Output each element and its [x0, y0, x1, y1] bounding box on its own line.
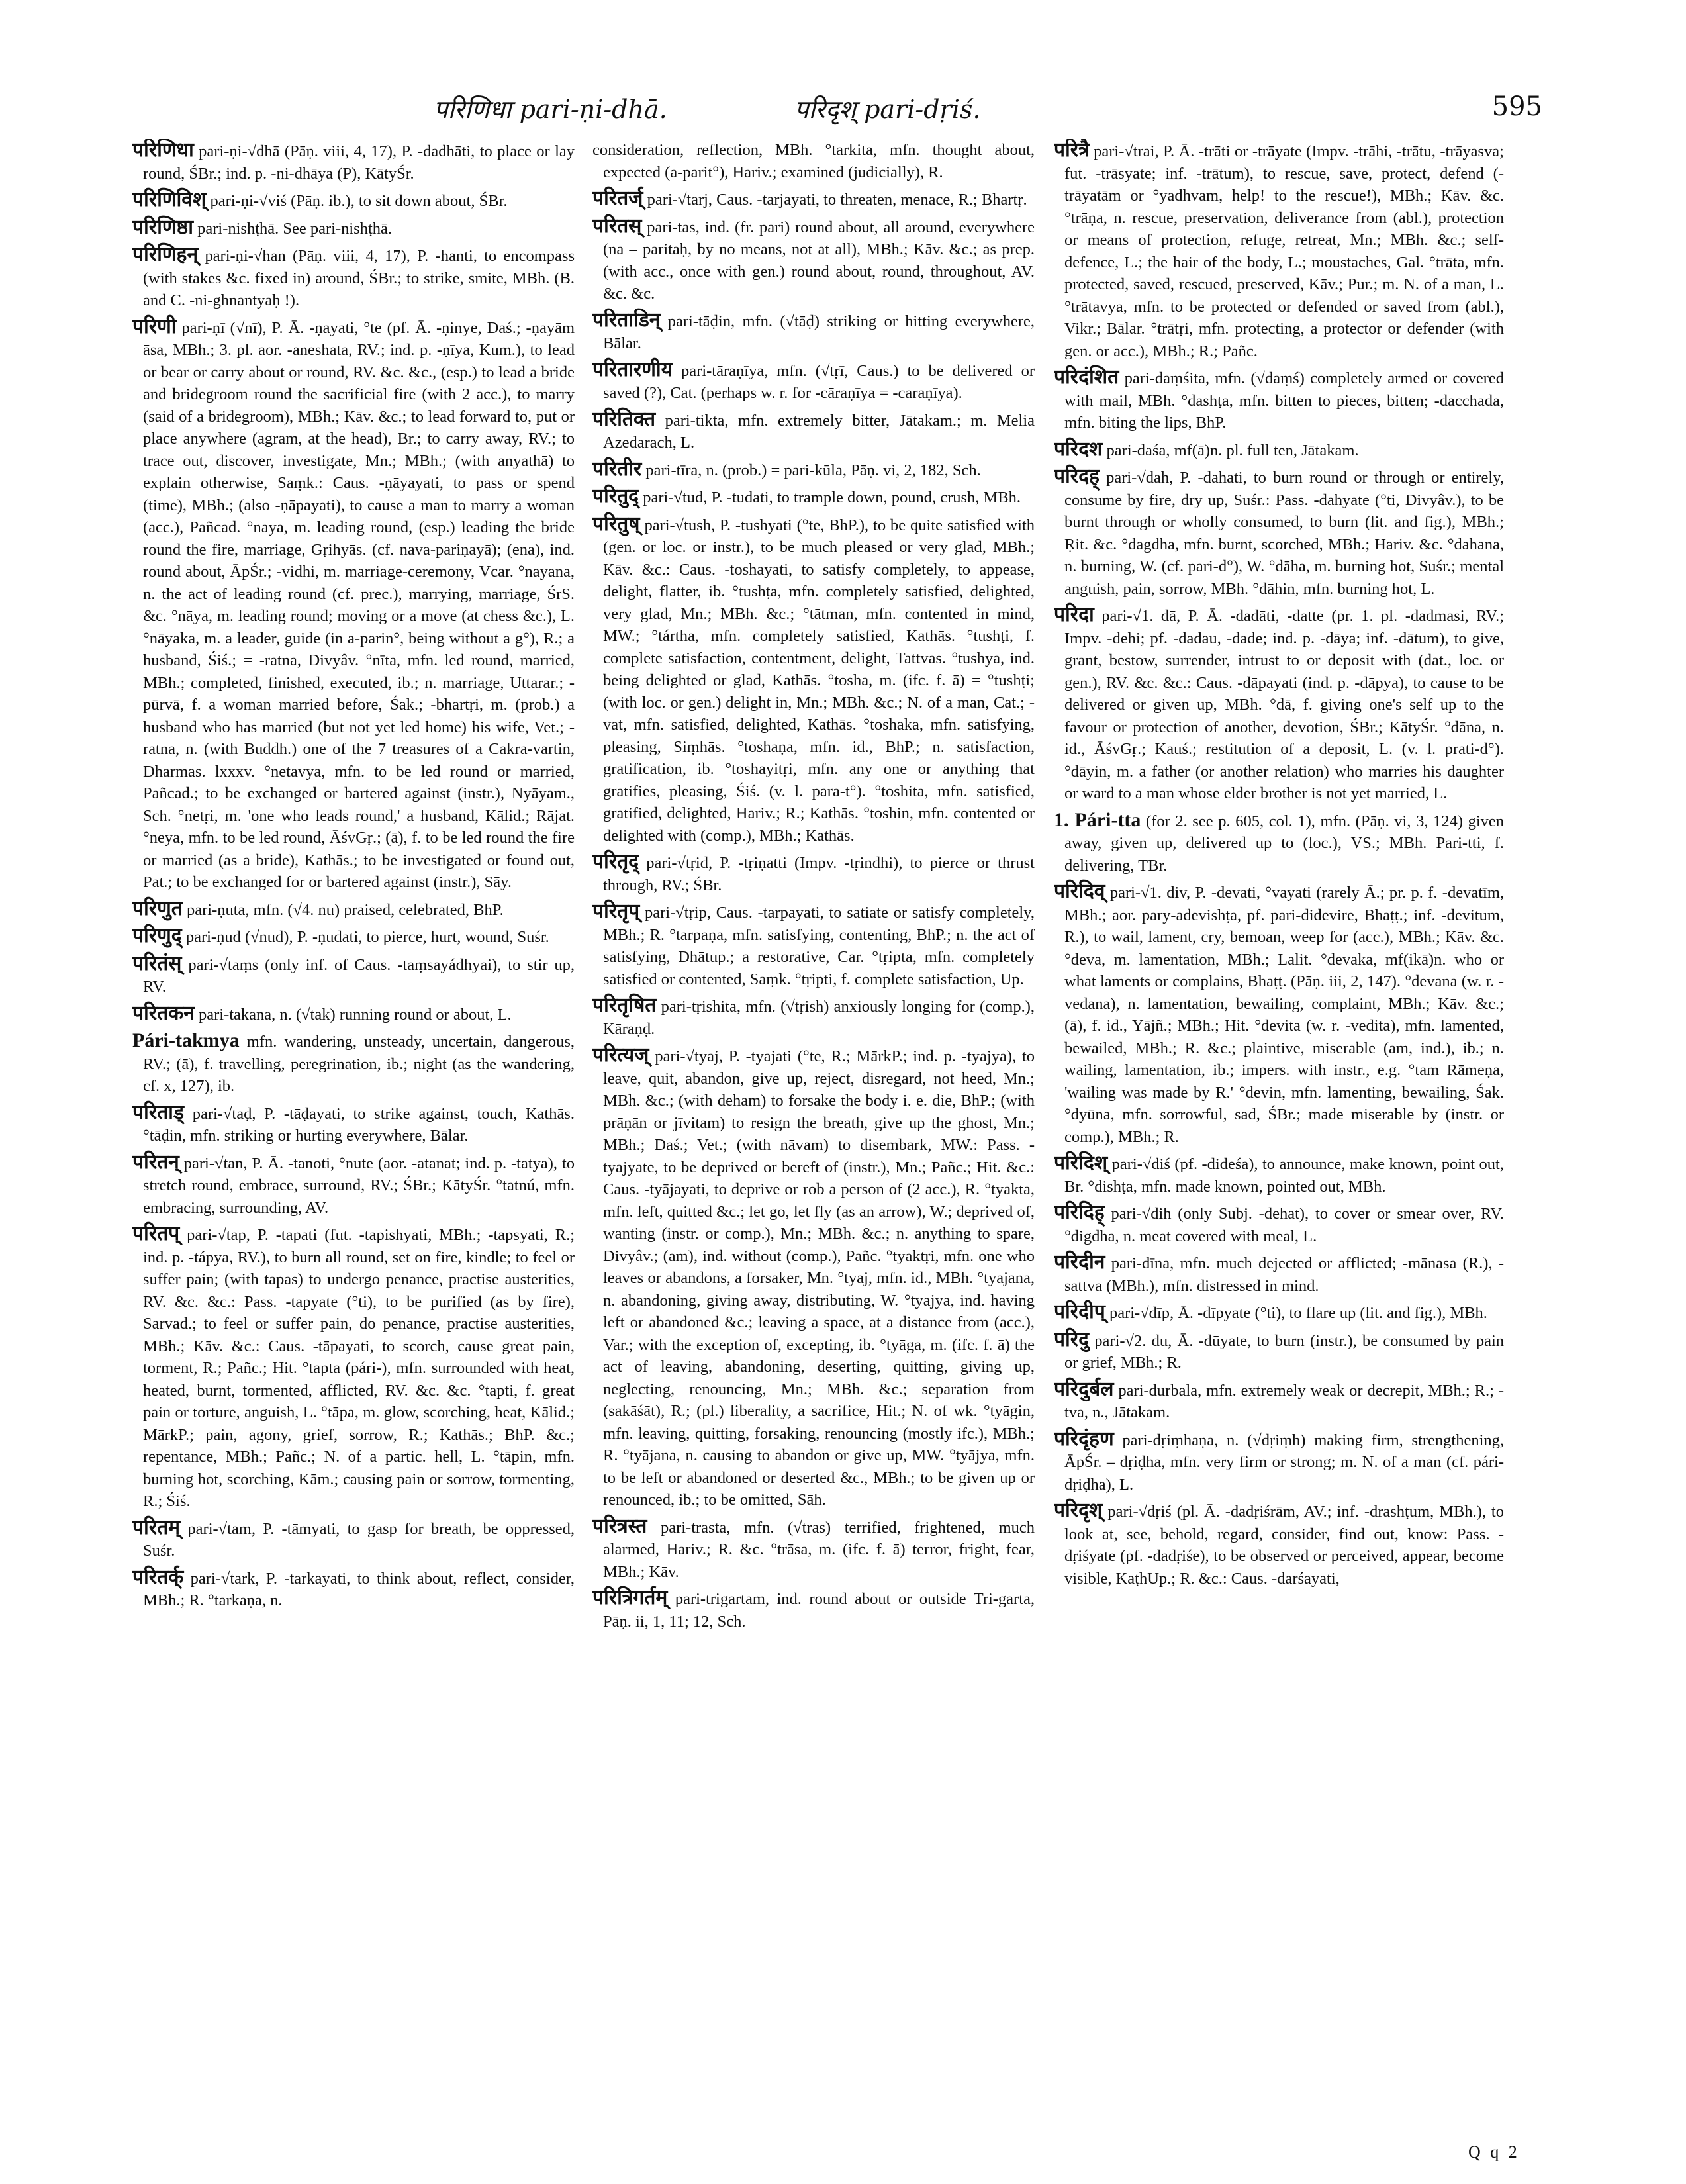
entry-definition: pari-√tush, P. -tushyati (°te, BhP.), to be quite satisfied with (gen. or loc. or instr.), to be much pleased or very glad, MBh.; Kāv. &c.: Caus. -toshayati, to satisfy completely, to appease, delight, flatter, ib. °tushṭa, mfn. completely satisfied, delighted, very glad, Mn.; MBh. &c.; °tātman, mfn. contented in mind, MW.; °tártha, mfn. completely satisfied, Kathās. °tushṭi, f. complete satisfaction, contentment, delight, Tattvas. °tushya, ind. being delighted or glad, Kathās. °tosha, m. (ifc. f. ā) = °tushṭi; (with loc. or gen.) delight in, Mn.; MBh. &c.; N. of a man, Cat.; -vat, mfn. satisfied, delighted, Kathās. °toshaka, mfn. satisfying, pleasing, Siṃhās. °toshaṇa, mfn. id., BhP.; n. satisfaction, gratification, ib. °toshayitṛi, mfn. any one or anything that gratifies, pleasing, Śiś. (v. l. para-t°). °toshita, mfn. satisfied, gratified, delighted, Hariv.; R.; Kathās. °toshin, mfn. contented or delighted with (comp.), MBh.; Kathās. [603, 516, 1035, 845]
entry-definition: pari-√diś (pf. -dideśa), to announce, make known, point out, Br. °dishṭa, mfn. made known, pointed out, MBh. [1064, 1155, 1504, 1196]
dictionary-entry [1054, 1202, 1504, 1247]
entry-headword: परित्रिगर्तम् [592, 1587, 668, 1609]
dictionary-entry [1054, 1329, 1504, 1374]
dictionary-entry [132, 316, 575, 894]
entry-definition: pari-√tud, P. -tudati, to trample down, pound, crush, MBh. [643, 489, 1021, 506]
entry-definition: pari-√tarj, Caus. -tarjayati, to threaten, menace, R.; Bhartṛ. [647, 191, 1027, 209]
entry-headword: परित्रै [1054, 139, 1090, 161]
signature-mark: Q q 2 [1468, 2142, 1520, 2161]
entry-headword: परितीर [592, 457, 642, 480]
entry-definition: pari-takana, n. (√tak) running round or about, L. [199, 1005, 512, 1023]
dictionary-entry [1054, 366, 1504, 434]
entry-definition: pari-dīna, mfn. much dejected or afflicted; -mānasa (R.), -sattva (MBh.), mfn. distressed in mind. [1064, 1255, 1504, 1295]
page-number: 595 [1491, 91, 1542, 122]
dictionary-entry [1054, 1428, 1504, 1496]
dictionary-entry [592, 513, 1035, 847]
dictionary-entry [592, 187, 1035, 211]
entry-headword: परितन् [132, 1151, 179, 1173]
entry-definition: pari-daśa, mf(ā)n. pl. full ten, Jātakam. [1106, 441, 1359, 459]
entry-headword: परितंस् [132, 952, 182, 974]
dictionary-entry [1054, 880, 1504, 1148]
entry-definition: pari-daṃśita, mfn. (√daṃś) completely armed or covered with mail, MBh. °dashṭa, mfn. bitten to pieces, bitten; -dacchada, mfn. biting the lips, BhP. [1064, 369, 1504, 432]
entry-definition: pari-√2. du, Ā. -dūyate, to burn (instr.), be consumed by pain or grief, MBh.; R. [1064, 1331, 1504, 1372]
entry-definition: pari-√tṛid, P. -tṛiṇatti (Impv. -tṛindhi), to pierce or thrust through, RV.; ŚBr. [603, 854, 1035, 894]
entry-definition: pari-ṇī (√nī), P. Ā. -ṇayati, °te (pf. Ā. -ṇinye, Daś.; -ṇayām āsa, MBh.; 3. pl. aor. -aneshata, RV.; ind. p. -ṇīya, Kum.), to lead or bear or carry about or round, RV. &c. &c., (esp.) to lead a bride and bridegroom round the sacrificial fire (with 2 acc.), to marry (said of a bridegroom), MBh.; Kāv. &c.; to lead forward to, put or place anywhere (agram, at the head), Br.; to carry away, RV.; to trace out, discover, investigate, Mn.; MBh.; (with anyathā) to explain otherwise, Saṃk.: Caus. -ṇāyayati, to pass or spend (time), MBh.; (also -ṇāpayati), to cause a man to marry a woman (acc.), Pañcad. °naya, m. leading round, (esp.) leading the bride round the fire, marriage, Gṛihyās. (cf. nava-pariṇayā); (ena), ind. round about, ĀpŚr.; -vidhi, m. marriage-ceremony, Vcar. °nayana, n. the act of leading round (cf. prec.), marrying, marriage, ŚrS. &c. °nāya, m. leading round; moving or a move (at chess &c.), L. °nāyaka, m. a leader, guide (in a-parin°, being without a g°), R.; a husband, Śiś.; = -ratna, Divyâv. °nīta, mfn. led round, married, MBh.; completed, finished, executed, ib.; n. marriage, Uttarar.; -pūrvā, f. a woman married before, Śak.; -bhartṛi, m. (prob.) a husband who has married (but not yet led home) his wife, Vet.; -ratna, n. (with Buddh.) one of the 7 treasures of a Cakra-vartin, Dharmas. lxxxv. °netavya, mfn. to be led round or married, Pañcad.; to be exchanged or bartered against (instr.), Nyāyam., Sch. °netṛi, m. 'one who leads round,' a husband, Kālid.; Rājat. °neya, mfn. to be led round, ĀśvGṛ.; (ā), f. to be led round the fire or married (as a bride), Kathās.; to be investigated or found out, Pat.; to be exchanged for or bartered against (instr.), Sāy. [143, 318, 575, 891]
dictionary-entry [592, 1587, 1035, 1633]
dictionary-entry [132, 1102, 575, 1147]
entry-headword: परिदीन [1054, 1251, 1105, 1273]
dictionary-entry [132, 925, 575, 949]
dictionary-entry [592, 458, 1035, 482]
entry-headword: परितृप् [592, 900, 640, 922]
entry-definition: pari-√1. div, P. -devati, °vayati (rarely Ā.; pr. p. f. -devatīm, MBh.; aor. pary-adevishṭa, pf. pari-didevire, Bhaṭṭ.; inf. -devitum, R.), to wail, lament, cry, bemoan, weep for (acc.), MBh.; Kāv. &c. °deva, m. lamentation, MBh.; Lalit. °devaka, mf(ikā)n. who or what laments or complains, Bhaṭṭ. (Pāṇ. iii, 2, 147). °devana (w. r. -vedana), n. lamentation, bewailing, complaint, MBh.; Kāv. &c.; (ā), f. id., Yājñ.; MBh.; Hit. °devita (w. r. -vedita), mfn. lamented, bewailed, MBh.; R. &c.; plaintive, miserable (am, ind.), ib.; n. wailing, lamentation, ib.; impers. with instr., e.g. °tam Rāmeṇa, 'wailing was made by R.' °devin, mfn. lamenting, bewailing, Śak. °dyūna, mfn. sorrowful, sad, ŚBr.; made miserable by (instr. or comp.), MBh.; R. [1064, 884, 1504, 1146]
dictionary-entry [1054, 465, 1504, 600]
dictionary-entry [1054, 604, 1504, 805]
entry-headword: परित्रस्त [592, 1515, 647, 1537]
entry-definition: pari-nishṭhā. See pari-nishṭhā. [197, 219, 393, 238]
entry-definition: pari-√1. dā, P. Ā. -dadāti, -datte (pr. 1. pl. -dadmasi, RV.; Impv. -dehi; pf. -dadau, -dade; ind. p. -dāya; inf. -dātum), to give, grant, bestow, surrender, intrust to or deposit with (dat., loc. or gen.), RV. &c. &c.: Caus. -dāpayati (ind. p. -dāpya), to cause to be delivered or given up, MBh. °dā, f. giving one's self up to the favour or protection of another, devotion, ŚBr.; KātyŚr. °dāna, n. id., ĀśvGṛ.; Kauś.; restitution of a deposit, L. (v. l. prati-d°). °dāyin, m. a father (or another relation) who marries his daughter or ward to a man whose elder brother is not yet married, L. [1064, 607, 1504, 802]
entry-definition: pari-√tṛip, Caus. -tarpayati, to satiate or satisfy completely, MBh.; R. °tarpaṇa, mfn. satisfying, contenting, BhP.; n. the act of satisfying, Dhātup.; a restorative, Car. °tṛipta, mfn. completely satisfied or contented, Saṃk. °tṛipti, f. complete satisfaction, Up. [603, 904, 1035, 988]
entry-definition: pari-√trai, P. Ā. -trāti or -trāyate (Impv. -trāhi, -trātu, -trāyasva; fut. -trāsyate; inf. -trātum), to rescue, save, protect, defend (-trāyatām or °yadhvam, help! to the rescue!), MBh.; Kāv. &c. °trāṇa, n. rescue, preservation, deliverance from (abl.), protection or means of protection, refuge, retreat, Mn.; MBh. &c.; self-defence, L.; the hair of the body, L.; moustaches, Gal. °trāta, mfn. protected, saved, rescued, preserved, Kāv.; Pur.; m. N. of a man, L. °trātavya, mfn. to be protected or defended or saved from (abl.), Vikr.; Bālar. °trātṛi, mfn. protecting, a protector or defender (with gen. or acc.), MBh.; R.; Pañc. [1064, 142, 1504, 360]
entry-definition: pari-ṇi-√dhā (Pāṇ. viii, 4, 17), P. -dadhāti, to place or lay round, ŚBr.; ind. p. -ni-dhāya (P), KātyŚr. [143, 142, 575, 183]
entry-headword: परितृषित [592, 994, 657, 1016]
dictionary-entry [592, 139, 1035, 183]
entry-headword: परिदा [1054, 604, 1094, 626]
entry-definition: pari-trasta, mfn. (√tras) terrified, frightened, much alarmed, Hariv.; R. &c. °trāsa, m. (ifc. f. ā) terror, fright, fear, MBh.; Kāv. [603, 1518, 1035, 1581]
entry-definition: pari-√dih (only Subj. -dehat), to cover or smear over, RV. °digdha, n. meat covered with meal, L. [1064, 1205, 1504, 1245]
entry-definition: pari-√tam, P. -tāmyati, to gasp for breath, be oppressed, Suśr. [143, 1519, 575, 1560]
dictionary-entry [132, 1029, 575, 1098]
entry-headword: परिदृंहण [1054, 1427, 1114, 1450]
entry-headword: परितिक्त [592, 408, 656, 430]
column-right [1054, 139, 1504, 2152]
entry-headword: परिदुर्बल [1054, 1378, 1114, 1400]
entry-headword: 1. Pári-tta [1054, 808, 1141, 831]
dictionary-entry [1054, 1499, 1504, 1590]
dictionary-entry [1054, 438, 1504, 462]
column-middle [592, 139, 1035, 2152]
dictionary-entry [592, 485, 1035, 509]
entry-headword: परिदश [1054, 438, 1103, 460]
entry-headword: परिताड् [132, 1101, 184, 1123]
entry-headword: परिदु [1054, 1328, 1090, 1351]
entry-definition: pari-tas, ind. (fr. pari) round about, all around, everywhere (na – paritaḥ, by no means, not at all), MBh.; Kāv. &c.; as prep. (with acc., once with gen.) round about, round, throughout, AV. &c. &c. [603, 218, 1035, 303]
entry-headword: परितम् [132, 1516, 181, 1539]
dictionary-entry [1054, 139, 1504, 362]
entry-headword: परितकन [132, 1002, 195, 1024]
entry-headword: परिदंशित [1054, 366, 1119, 388]
dictionary-entry [592, 215, 1035, 305]
entry-definition: pari-√tark, P. -tarkayati, to think about, reflect, consider, MBh.; R. °tarkaṇa, n. [143, 1569, 575, 1609]
dictionary-entry [592, 851, 1035, 896]
entry-definition: pari-ṇuta, mfn. (√4. nu) praised, celebrated, BhP. [187, 900, 504, 919]
dictionary-entry [592, 900, 1035, 990]
dictionary-entry [132, 139, 575, 185]
entry-definition: consideration, reflection, MBh. °tarkita, mfn. thought about, expected (a-parit°), Hariv.; examined (judicially), R. [592, 141, 1035, 181]
entry-definition: pari-ṇi-√han (Pāṇ. viii, 4, 17), P. -hanti, to encompass (with stakes &c. fixed in) around, ŚBr.; to strike, smite, MBh. (B. and C. -ni-ghnantyaḥ !). [143, 247, 575, 309]
entry-headword: परितप् [132, 1223, 180, 1245]
entry-definition: pari-tīra, n. (prob.) = pari-kūla, Pāṇ. vi, 2, 182, Sch. [645, 461, 981, 479]
entry-headword: परित्यज् [592, 1044, 649, 1066]
entry-definition: pari-ṇud (√nud), P. -ṇudati, to pierce, hurt, wound, Suśr. [185, 928, 549, 946]
dictionary-entry [1054, 1301, 1504, 1325]
entry-definition: (for 2. see p. 605, col. 1), mfn. (Pāṇ. vi, 3, 124) given away, given up, delivered up to (loc.), VS.; MBh. Pari-tti, f. delivering, TBr. [1064, 812, 1504, 875]
dictionary-entry [592, 994, 1035, 1040]
entry-headword: परिदीप् [1054, 1301, 1105, 1323]
entry-definition: pari-tikta, mfn. extremely bitter, Jātakam.; m. Melia Azedarach, L. [603, 411, 1035, 451]
entry-headword: परिणुत [132, 897, 183, 920]
entry-definition: pari-√tap, P. -tapati (fut. -tapishyati, MBh.; -tapsyati, R.; ind. p. -tápya, RV.), to burn all round, set on fire, kindle; to feel or suffer pain; (with tapas) to undergo penance, practise austerities, RV. &c. &c.: Pass. -tapyate (°ti), to be purified (as by fire), Sarvad.; to feel or suffer pain, do penance, practise austerities, MBh.; Kāv. &c.: Caus. -tāpayati, to scorch, cause great pain, torment, R.; Pañc.; Hit. °tapta (pári-), mfn. surrounded with heat, heated, burnt, tormented, afflicted, RV. &c. &c. °tapti, f. great pain or torture, anguish, L. °tāpa, m. glow, scorching, heat, Kālid.; MārkP.; pain, agony, grief, sorrow, R.; Kathās.; BhP. &c.; repentance, MBh.; Pañc.; N. of a partic. hell, L. °tāpin, mfn. burning hot, scorching, Kām.; causing pain or sorrow, tormenting, R.; Śiś. [143, 1226, 575, 1510]
entry-definition: pari-durbala, mfn. extremely weak or decrepit, MBh.; R.; -tva, n., Jātakam. [1064, 1381, 1504, 1421]
entry-definition: pari-√dah, P. -dahati, to burn round or through or entirely, consume by fire, dry up, Suśr.: Pass. -dahyate (°ti, Divyâv.), to be burnt through or wholly consumed, to burn (lit. and fig.), MBh.; Ṛit. &c. °dagdha, mfn. burnt, scorched, MBh.; Hariv. &c. °dahana, n. burning, W. (cf. pari-d°), W. °dāha, m. burning hot, Suśr.; mental anguish, pain, sorrow, MBh. °dāhin, mfn. burning hot, L. [1064, 469, 1504, 598]
entry-definition: pari-√tyaj, P. -tyajati (°te, R.; MārkP.; ind. p. -tyajya), to leave, quit, abandon, give up, reject, disregard, not heed, Mn.; MBh. &c.; (with deham) to forsake the body i. e. die, BhP.; (with prāṇān or jīvitam) to resign the breath, give up the ghost, Mn.; MBh.; Daś.; Vet.; (with nāvam) to disembark, MW.: Pass. -tyajyate, to be deprived or bereft of (instr.), Mn.; Pañc.; Hit. &c.: Caus. -tyājayati, to deprive or rob a person of (2 acc.), R. °tyakta, mfn. left, quitted &c.; let go, let fly (as an arrow), W.; deprived of, wanting (instr. or comp.), Mn.; MBh. &c.; n. anything to spare, Divyâv.; (am), ind. without (comp.), Pañc. °tyaktṛi, mfn. one who leaves or abandons, a forsaker, Mn. °tyaj, mfn. id., MBh. °tyajana, n. abandoning, giving away, distributing, W. °tyajya, ind. having left or abandoned &c.; leaving a space, at a distance from (acc.), Var.; with the exception of, excepting, ib. °tyāga, m. (ifc. f. ā) the act of leaving, abandoning, deserting, quitting, giving up, neglecting, renouncing, Mn.; MBh. &c.; separation from (sakāśāt), R.; (pl.) liberality, a sacrifice, Hit.; N. of wk. °tyāgin, mfn. leaving, quitting, forsaking, renouncing (mostly ifc.), MBh.; R. °tyājana, n. causing to abandon or give up, MW. °tyājya, mfn. to be left or abandoned or deserted &c., MBh.; to be given up or renounced, ib.; to be omitted, Sāh. [603, 1047, 1035, 1509]
dictionary-entry [592, 408, 1035, 454]
dictionary-entry [592, 309, 1035, 355]
entry-headword: परिदिश् [1054, 1152, 1108, 1174]
dictionary-entry [132, 953, 575, 998]
entry-headword: परिदिह् [1054, 1202, 1105, 1223]
entry-definition: mfn. wandering, unsteady, uncertain, dangerous, RV.; (ā), f. travelling, peregrination, ib.; night (as the wandering, cf. x, 127), ib. [143, 1033, 575, 1095]
page-header [132, 91, 1542, 131]
right-running-headword: परिदृश् pari-dṛiś. [794, 95, 981, 124]
entry-headword: परिणिविश् [132, 189, 207, 211]
dictionary-entry [592, 359, 1035, 404]
dictionary-entry [132, 1517, 575, 1562]
dictionary-entry [1054, 809, 1504, 877]
entry-headword: परितृद् [592, 851, 639, 873]
entry-headword: परितर्ज् [592, 187, 643, 209]
dictionary-entry [132, 244, 575, 312]
entry-definition: pari-dṛiṃhaṇa, n. (√dṛiṃh) making firm, strengthening, ĀpŚr. – dṛiḍha, mfn. very firm or strong; m. N. of a man (cf. pári-dṛiḍha), L. [1064, 1431, 1504, 1494]
entry-headword: परिणी [132, 315, 177, 338]
entry-headword: परिणिधा [132, 139, 194, 161]
entry-headword: परिताडिन् [592, 309, 661, 331]
dictionary-entry [132, 1002, 575, 1026]
entry-definition: pari-tāraṇīya, mfn. (√tṛī, Caus.) to be delivered or saved (?), Cat. (perhaps w. r. for -cāraṇīya = -caraṇīya). [603, 361, 1035, 402]
dictionary-entry [132, 1566, 575, 1612]
dictionary-entry [132, 189, 575, 213]
entry-headword: परितुद् [592, 485, 639, 507]
dictionary-entry [132, 1223, 575, 1513]
entry-headword: परितारणीय [592, 358, 673, 381]
entry-headword: परिदृश् [1054, 1499, 1103, 1521]
entry-headword: परिणुद् [132, 925, 182, 947]
entry-definition: pari-trigartam, ind. round about or outside Tri-garta, Pāṇ. ii, 1, 11; 12, Sch. [603, 1590, 1035, 1631]
entry-headword: परितुष् [592, 512, 640, 535]
entry-definition: pari-√taḍ, P. -tāḍayati, to strike against, touch, Kathās. °tāḍin, mfn. striking or hurting everywhere, Bālar. [143, 1104, 575, 1145]
entry-headword: परितर्क् [132, 1566, 184, 1588]
dictionary-entry [1054, 1378, 1504, 1424]
entry-definition: pari-√dīp, Ā. -dīpyate (°ti), to flare up (lit. and fig.), MBh. [1109, 1304, 1487, 1322]
entry-headword: Pári-takmya [132, 1029, 240, 1051]
entry-headword: परिदह् [1054, 465, 1100, 487]
dictionary-entry [592, 1044, 1035, 1511]
entry-definition: pari-ṇi-√viś (Pāṇ. ib.), to sit down about, ŚBr. [210, 192, 508, 210]
entry-headword: परितस् [592, 214, 642, 237]
dictionary-entry [1054, 1251, 1504, 1297]
entry-definition: pari-tṛishita, mfn. (√tṛish) anxiously longing for (comp.), Kāraṇḍ. [603, 998, 1035, 1038]
entry-definition: pari-tāḍin, mfn. (√tāḍ) striking or hitting everywhere, Bālar. [603, 312, 1035, 352]
entry-definition: pari-√dṛiś (pl. Ā. -dadṛiśrām, AV.; inf. -drashṭum, MBh.), to look at, see, behold, regard, consider, find out, know: Pass. -dṛiśyate (pf. -dadṛiśe), to be observed or perceived, appear, become visible, KaṭhUp.; R. &c.: Caus. -darśayati, [1064, 1503, 1504, 1588]
entry-headword: परिणिहन् [132, 244, 199, 265]
dictionary-entry [1054, 1152, 1504, 1198]
dictionary-entry [132, 216, 575, 240]
entry-headword: परिदिव् [1054, 880, 1105, 902]
entry-definition: pari-√tan, P. Ā. -tanoti, °nute (aor. -atanat; ind. p. -tatya), to stretch round, embrace, surround, RV.; ŚBr.; KātyŚr. °tatnú, mfn. embracing, surrounding, AV. [143, 1154, 575, 1217]
entry-headword: परिणिष्ठा [132, 216, 193, 238]
entry-definition: pari-√taṃs (only inf. of Caus. -taṃsayádhyai), to stir up, RV. [143, 955, 575, 996]
dictionary-entry [132, 1151, 575, 1219]
left-running-headword: परिणिधा pari-ṇi-dhā. [434, 95, 667, 124]
dictionary-entry [592, 1515, 1035, 1584]
column-left [132, 139, 575, 2152]
dictionary-entry [132, 898, 575, 922]
